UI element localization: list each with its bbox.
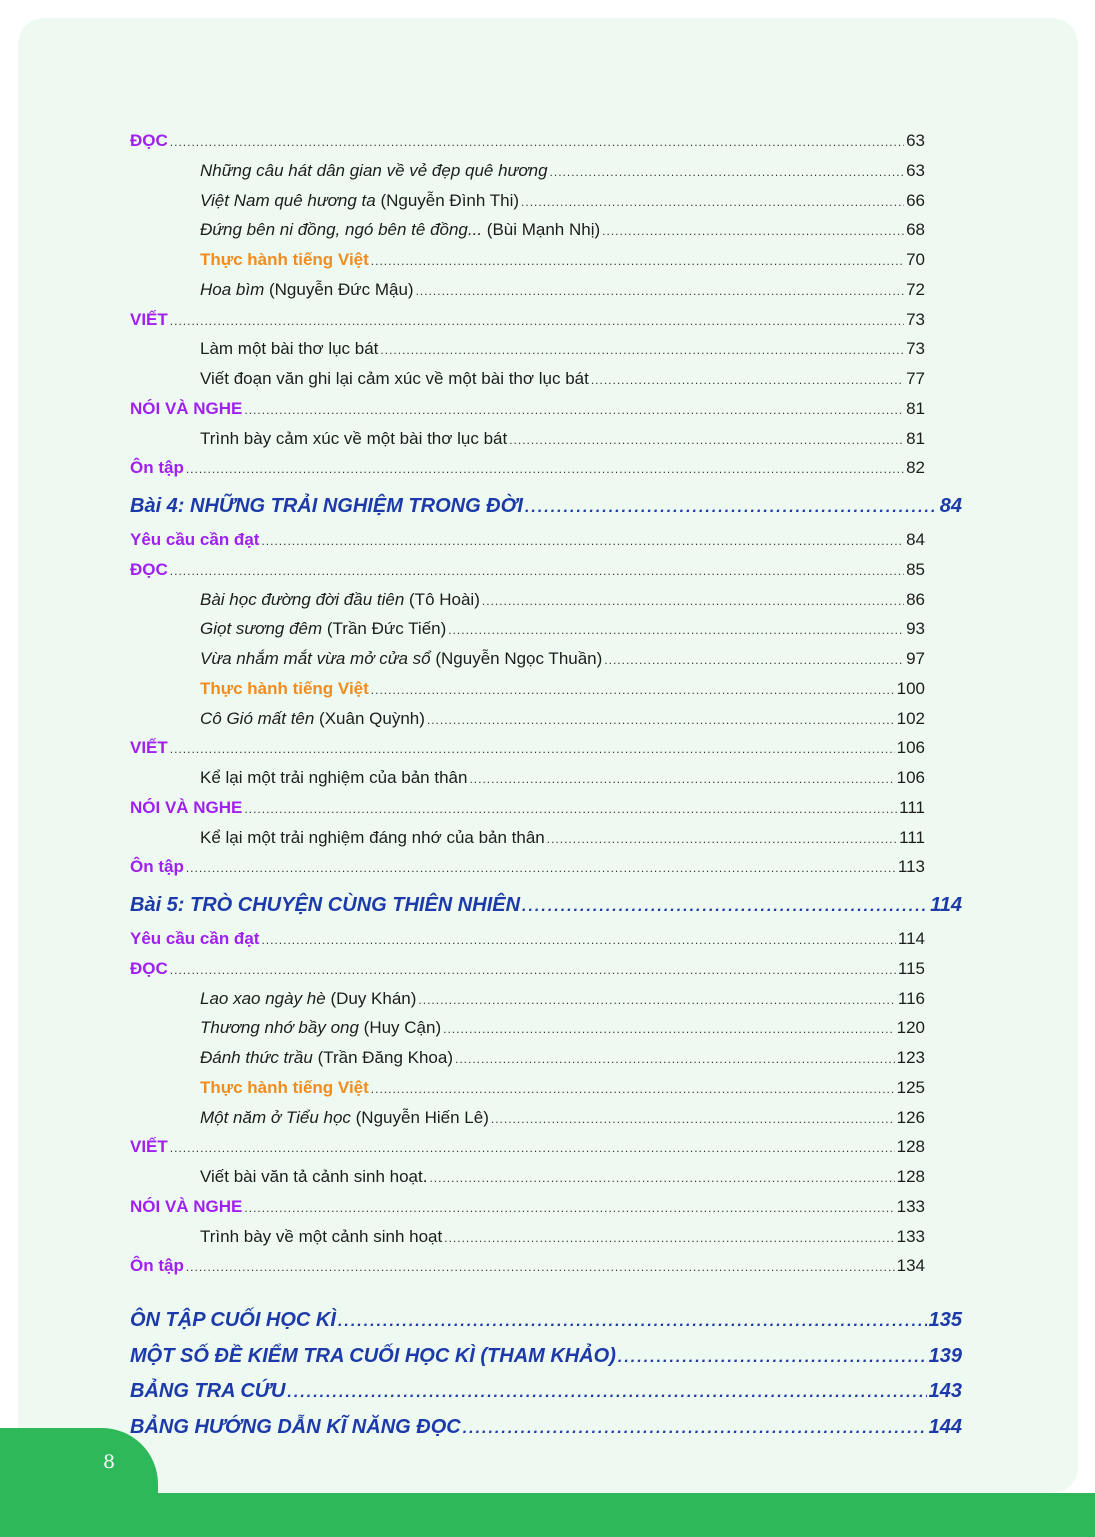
- entry-title: [130, 555, 168, 585]
- entry-title: [130, 852, 184, 882]
- work-title: Bài học đường đời đầu tiên: [200, 589, 405, 609]
- entry-label: Kể lại một trải nghiệm của bản thân: [200, 768, 468, 787]
- entry-label: Ôn tập: [130, 1256, 184, 1276]
- toc-unit-4[interactable]: [130, 488, 962, 525]
- author-name: (Duy Khán): [325, 988, 417, 1008]
- entry-label: Kể lại một trải nghiệm đáng nhớ của bản thân: [200, 827, 545, 847]
- dot-leader: [416, 277, 905, 307]
- toc-entry[interactable]: [130, 186, 925, 216]
- unit-page: 114: [930, 894, 962, 916]
- dot-leader: [604, 646, 904, 676]
- author-name: (Bùi Mạnh Nhị): [482, 220, 601, 240]
- entry-page: 63: [906, 131, 925, 150]
- toc-block-unit4: [130, 525, 925, 882]
- toc-entry[interactable]: [130, 984, 925, 1014]
- dot-leader: [591, 366, 904, 396]
- entry-page: 143: [928, 1380, 962, 1402]
- entry-title: [200, 704, 425, 734]
- entry-label: Thực hành tiếng Việt: [200, 678, 369, 698]
- toc-final-entry[interactable]: [130, 1410, 962, 1446]
- toc-entry[interactable]: [130, 453, 925, 483]
- dot-leader: [170, 307, 904, 337]
- entry-page: 66: [906, 190, 925, 210]
- toc-block-reading-unit3: [130, 126, 925, 483]
- entry-label: Ôn tập: [130, 857, 184, 877]
- toc-entry[interactable]: [130, 614, 925, 644]
- entry-page: 106: [896, 768, 925, 787]
- page-number: 8: [103, 1451, 116, 1473]
- dot-leader: [525, 489, 938, 526]
- toc-entry[interactable]: [130, 1103, 925, 1133]
- entry-title: MỘT SỐ ĐỀ KIỂM TRA CUỐI HỌC KÌ (THAM KHẢO): [130, 1344, 616, 1367]
- entry-title: [130, 924, 259, 954]
- entry-title: [130, 394, 242, 424]
- entry-title: [130, 954, 168, 984]
- toc-entry[interactable]: [130, 334, 925, 364]
- dot-leader: [170, 956, 896, 986]
- entry-label: Trình bày về một cảnh sinh hoạt: [200, 1226, 443, 1246]
- entry-title: [200, 614, 446, 644]
- entry-title: [200, 984, 416, 1014]
- toc-entry[interactable]: [130, 1222, 925, 1252]
- toc-entry[interactable]: [130, 555, 925, 585]
- toc-entry[interactable]: [130, 1132, 925, 1162]
- entry-label: Thực hành tiếng Việt: [200, 1077, 369, 1097]
- entry-title: [130, 793, 242, 823]
- toc-entry[interactable]: [130, 763, 925, 793]
- toc-entry[interactable]: [130, 733, 925, 763]
- dot-leader: [261, 527, 904, 557]
- toc-entry[interactable]: [130, 954, 925, 984]
- entry-page: 114: [897, 929, 925, 948]
- entry-page: 139: [928, 1344, 962, 1367]
- table-of-contents: [130, 126, 962, 1445]
- entry-page: 133: [896, 1196, 925, 1216]
- author-name: (Trần Đức Tiến): [322, 619, 447, 639]
- entry-page: 111: [899, 827, 925, 847]
- toc-entry[interactable]: [130, 1043, 925, 1073]
- entry-label: NÓI VÀ NGHE: [130, 398, 243, 418]
- dot-leader: [491, 1105, 895, 1135]
- entry-page: 97: [906, 649, 925, 668]
- entry-title: [200, 186, 519, 216]
- toc-entry[interactable]: [130, 394, 925, 424]
- dot-leader: [521, 188, 904, 218]
- work-title: Giọt sương đêm: [200, 619, 323, 639]
- dot-leader: [371, 676, 895, 706]
- author-name: (Nguyễn Hiến Lê): [350, 1107, 489, 1127]
- author-name: (Trần Đăng Khoa): [312, 1048, 454, 1067]
- entry-page: 135: [928, 1309, 962, 1331]
- author-name: (Tô Hoài): [404, 589, 480, 609]
- toc-entry[interactable]: [130, 1073, 925, 1103]
- entry-page: 125: [896, 1077, 925, 1097]
- toc-final-entry[interactable]: [130, 1374, 962, 1410]
- entry-title: [200, 823, 545, 853]
- entry-title: [200, 585, 480, 615]
- dot-leader: [482, 587, 904, 617]
- bottom-band: [0, 1493, 1095, 1537]
- entry-page: 126: [896, 1107, 925, 1127]
- toc-entry[interactable]: [130, 126, 925, 156]
- entry-page: 134: [896, 1256, 925, 1276]
- toc-entry[interactable]: [130, 156, 925, 186]
- dot-leader: [170, 557, 904, 587]
- toc-entry[interactable]: [130, 704, 925, 734]
- toc-block-unit5: [130, 924, 925, 1281]
- entry-page: 84: [906, 530, 925, 549]
- work-title: Việt Nam quê hương ta: [200, 190, 376, 210]
- author-name: (Huy Cận): [358, 1018, 442, 1038]
- dot-leader: [186, 455, 904, 485]
- dot-leader: [418, 986, 895, 1016]
- entry-label: Viết đoạn văn ghi lại cảm xúc về một bài thơ lục bát: [200, 369, 589, 388]
- entry-label: VIẾT: [130, 738, 168, 758]
- entry-label: ĐỌC: [130, 958, 168, 978]
- entry-page: 93: [906, 619, 925, 639]
- entry-page: 73: [906, 339, 925, 359]
- entry-title: BẢNG HƯỚNG DẪN KĨ NĂNG ĐỌC: [130, 1415, 461, 1438]
- entry-page: 111: [899, 797, 925, 817]
- entry-page: 73: [906, 309, 925, 329]
- entry-page: 86: [906, 589, 925, 609]
- entry-page: 120: [896, 1018, 925, 1038]
- dot-leader: [550, 158, 905, 188]
- dot-leader: [186, 854, 896, 884]
- entry-label: NÓI VÀ NGHE: [130, 1196, 243, 1216]
- dot-leader: [522, 888, 928, 925]
- entry-page: 72: [906, 279, 925, 299]
- entry-label: Thực hành tiếng Việt: [200, 250, 369, 269]
- entry-title: [130, 453, 184, 483]
- dot-leader: [244, 795, 897, 825]
- dot-leader: [338, 1304, 927, 1340]
- entry-page: 82: [906, 458, 925, 478]
- entry-label: NÓI VÀ NGHE: [130, 797, 243, 817]
- entry-label: Viết bài văn tả cảnh sinh hoạt.: [200, 1167, 428, 1186]
- entry-label: VIẾT: [130, 309, 168, 329]
- dot-leader: [463, 1411, 927, 1447]
- dot-leader: [448, 616, 904, 646]
- work-title: Lao xao ngày hè: [200, 988, 326, 1008]
- toc-entry[interactable]: [130, 525, 925, 555]
- toc-final-entry[interactable]: [130, 1303, 962, 1339]
- entry-title: [200, 364, 589, 394]
- dot-leader: [186, 1253, 895, 1283]
- entry-page: 123: [896, 1048, 925, 1067]
- dot-leader: [170, 735, 895, 765]
- unit-title: Bài 5: TRÒ CHUYỆN CÙNG THIÊN NHIÊN: [130, 894, 521, 916]
- entry-title: [200, 1013, 441, 1043]
- entry-title: [200, 1103, 489, 1133]
- dot-leader: [170, 1134, 895, 1164]
- entry-title: [130, 525, 259, 555]
- entry-page: 144: [928, 1415, 962, 1438]
- dot-leader: [547, 825, 897, 855]
- dot-leader: [618, 1340, 927, 1376]
- entry-title: [200, 644, 602, 674]
- toc-entry[interactable]: [130, 924, 925, 954]
- work-title: Vừa nhắm mắt vừa mở cửa sổ: [200, 649, 431, 668]
- toc-entry[interactable]: [130, 424, 925, 454]
- entry-title: [130, 126, 168, 156]
- entry-title: [130, 1192, 242, 1222]
- toc-entry[interactable]: [130, 1192, 925, 1222]
- dot-leader: [509, 426, 904, 456]
- dot-leader: [371, 247, 904, 277]
- entry-label: Ôn tập: [130, 458, 184, 478]
- entry-title: [200, 156, 548, 186]
- author-name: (Xuân Quỳnh): [314, 708, 425, 728]
- dot-leader: [427, 706, 895, 736]
- dot-leader: [455, 1045, 895, 1075]
- dot-leader: [444, 1224, 894, 1254]
- entry-label: Làm một bài thơ lục bát: [200, 339, 379, 359]
- entry-title: [200, 424, 507, 454]
- author-name: (Nguyễn Đình Thi): [375, 190, 520, 210]
- toc-entry[interactable]: [130, 215, 925, 245]
- dot-leader: [429, 1164, 894, 1194]
- toc-block-finals: [130, 1303, 962, 1445]
- entry-page: 113: [897, 857, 925, 877]
- toc-final-entry[interactable]: [130, 1339, 962, 1375]
- entry-label: Yêu cầu cần đạt: [130, 929, 260, 948]
- work-title: Một năm ở Tiểu học: [200, 1107, 351, 1127]
- entry-label: Yêu cầu cần đạt: [130, 530, 260, 549]
- entry-title: [200, 1222, 442, 1252]
- entry-title: [200, 763, 467, 793]
- toc-entry[interactable]: [130, 585, 925, 615]
- toc-entry[interactable]: [130, 245, 925, 275]
- entry-page: 77: [906, 369, 925, 388]
- entry-page: 100: [896, 678, 925, 698]
- entry-label: Trình bày cảm xúc về một bài thơ lục bát: [200, 428, 508, 448]
- author-name: (Nguyễn Đức Mậu): [264, 279, 414, 299]
- entry-title: [130, 1132, 168, 1162]
- dot-leader: [244, 1194, 894, 1224]
- dot-leader: [170, 128, 904, 158]
- entry-page: 115: [897, 958, 925, 978]
- entry-title: BẢNG TRA CỨU: [130, 1380, 286, 1402]
- entry-page: 81: [906, 428, 925, 448]
- entry-title: [200, 1043, 453, 1073]
- toc-unit-5[interactable]: [130, 887, 962, 924]
- dot-leader: [287, 1375, 926, 1411]
- work-title: Cô Gió mất tên: [200, 708, 315, 728]
- work-title: Đánh thức trầu: [200, 1048, 313, 1067]
- unit-page: 84: [939, 495, 962, 517]
- dot-leader: [261, 926, 895, 956]
- toc-entry[interactable]: [130, 674, 925, 704]
- work-title: Đứng bên ni đồng, ngó bên tê đồng...: [200, 220, 483, 240]
- entry-page: 63: [906, 160, 925, 180]
- toc-entry[interactable]: [130, 364, 925, 394]
- toc-entry[interactable]: [130, 852, 925, 882]
- entry-title: [200, 275, 414, 305]
- entry-title: [130, 1251, 184, 1281]
- entry-title: [200, 1162, 427, 1192]
- entry-label: ĐỌC: [130, 131, 168, 150]
- work-title: Thương nhớ bầy ong: [200, 1018, 359, 1038]
- entry-title: [200, 334, 378, 364]
- toc-entry[interactable]: [130, 305, 925, 335]
- toc-entry[interactable]: [130, 1251, 925, 1281]
- entry-title: [130, 733, 168, 763]
- toc-entry[interactable]: [130, 644, 925, 674]
- spacer: [130, 1281, 925, 1303]
- entry-page: 128: [896, 1137, 925, 1157]
- entry-page: 106: [896, 738, 925, 758]
- entry-title: [200, 674, 369, 704]
- toc-entry[interactable]: [130, 823, 925, 853]
- entry-label: VIẾT: [130, 1137, 168, 1157]
- entry-title: [200, 1073, 369, 1103]
- entry-page: 102: [896, 708, 925, 728]
- dot-leader: [443, 1015, 895, 1045]
- toc-entry[interactable]: [130, 1162, 925, 1192]
- entry-title: ÔN TẬP CUỐI HỌC KÌ: [130, 1309, 336, 1331]
- dot-leader: [380, 336, 904, 366]
- author-name: (Nguyễn Ngọc Thuần): [430, 649, 603, 668]
- work-title: Những câu hát dân gian về vẻ đẹp quê hương: [200, 160, 548, 180]
- entry-page: 81: [906, 398, 925, 418]
- entry-page: 116: [897, 988, 925, 1008]
- entry-title: [200, 215, 600, 245]
- entry-label: ĐỌC: [130, 559, 168, 579]
- unit-title: Bài 4: NHỮNG TRẢI NGHIỆM TRONG ĐỜI: [130, 495, 523, 517]
- toc-entry[interactable]: [130, 793, 925, 823]
- dot-leader: [244, 396, 904, 426]
- toc-entry[interactable]: [130, 1013, 925, 1043]
- dot-leader: [371, 1075, 895, 1105]
- work-title: Hoa bìm: [200, 279, 265, 299]
- entry-page: 133: [896, 1226, 925, 1246]
- entry-page: 68: [906, 220, 925, 240]
- toc-entry[interactable]: [130, 275, 925, 305]
- entry-page: 85: [906, 559, 925, 579]
- entry-title: [200, 245, 369, 275]
- entry-page: 128: [896, 1167, 925, 1186]
- entry-title: [130, 305, 168, 335]
- dot-leader: [469, 765, 894, 795]
- dot-leader: [602, 217, 904, 247]
- entry-page: 70: [906, 250, 925, 269]
